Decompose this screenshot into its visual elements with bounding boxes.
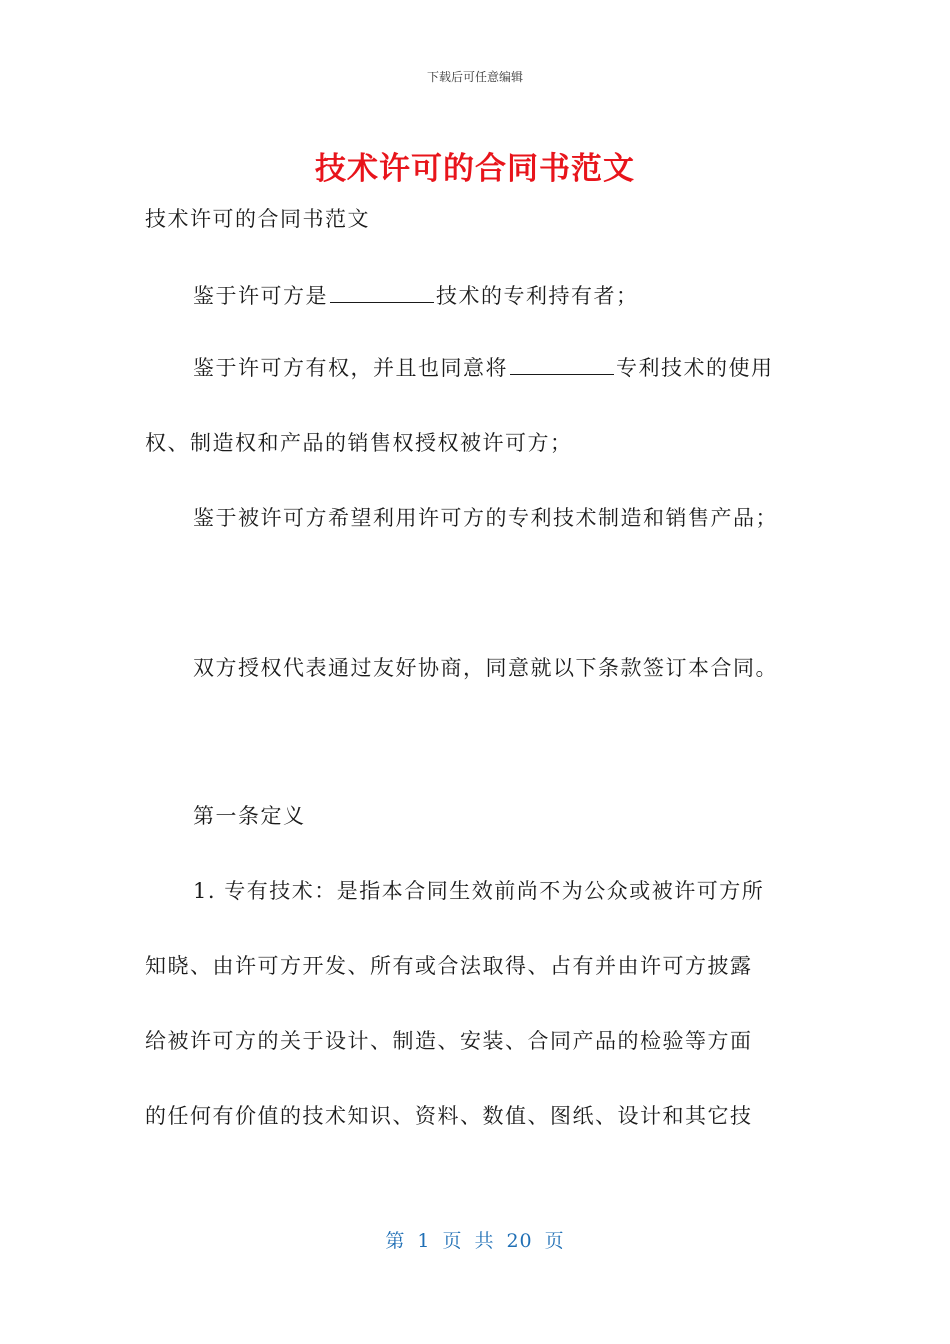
document-title: 技术许可的合同书范文 <box>315 151 635 187</box>
article-1-line-2: 知晓、由许可方开发、所有或合法取得、占有并由许可方披露 <box>145 954 753 978</box>
footer-total-prefix: 共 <box>474 1230 495 1252</box>
paragraph-2-part-a: 鉴于许可方有权，并且也同意将 <box>193 356 508 380</box>
footer-current-page: 1 <box>417 1230 431 1252</box>
paragraph-4: 双方授权代表通过友好协商，同意就以下条款签订本合同。 <box>193 656 778 680</box>
page-footer <box>0 1226 950 1253</box>
paragraph-2-line-1 <box>193 353 853 383</box>
footer-page-word: 页 <box>442 1230 463 1252</box>
fill-blank-2[interactable] <box>510 354 614 375</box>
paragraph-3: 鉴于被许可方希望利用许可方的专利技术制造和销售产品； <box>193 506 778 530</box>
subtitle-line: 技术许可的合同书范文 <box>145 207 370 231</box>
article-1-heading: 第一条定义 <box>193 804 306 828</box>
paragraph-1 <box>193 281 853 311</box>
paragraph-1-part-a: 鉴于许可方是 <box>193 284 328 308</box>
header-note: 下载后可任意编辑 <box>426 70 523 84</box>
article-1-line-4: 的任何有价值的技术知识、资料、数值、图纸、设计和其它技 <box>145 1104 753 1128</box>
article-1-line-1: 1. 专有技术：是指本合同生效前尚不为公众或被许可方所 <box>193 879 765 903</box>
fill-blank-1[interactable] <box>330 282 434 303</box>
paragraph-2-line-2: 权、制造权和产品的销售权授权被许可方； <box>145 431 573 455</box>
footer-total-pages: 20 <box>506 1230 533 1252</box>
article-1-line-3: 给被许可方的关于设计、制造、安装、合同产品的检验等方面 <box>145 1029 753 1053</box>
paragraph-2-part-b: 专利技术的使用 <box>616 356 774 380</box>
footer-suffix: 页 <box>544 1230 565 1252</box>
paragraph-1-part-b: 技术的专利持有者； <box>436 284 639 308</box>
footer-prefix: 第 <box>385 1230 406 1252</box>
